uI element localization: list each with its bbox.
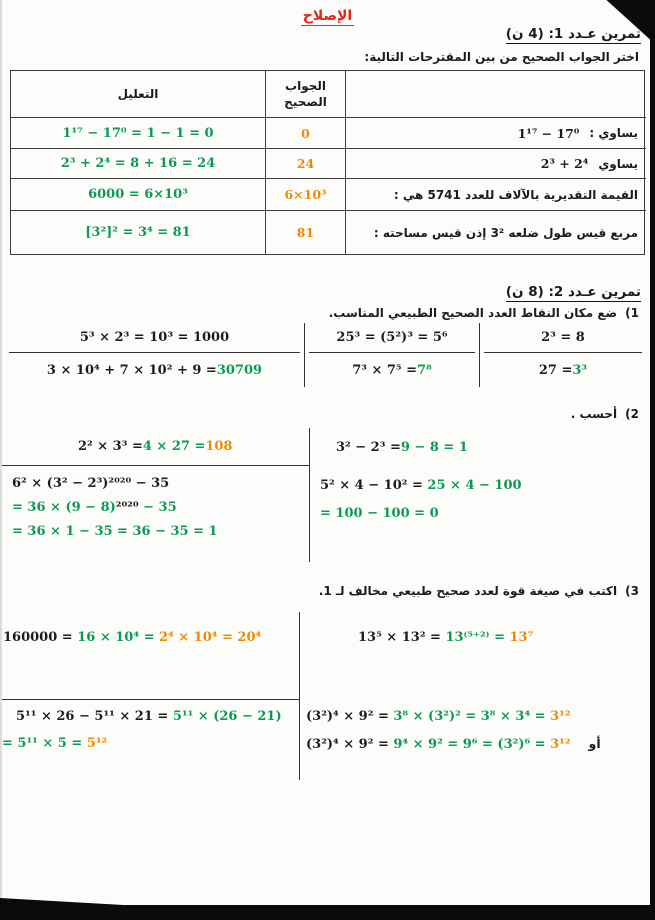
question-cell bbox=[346, 118, 646, 149]
exercise1-heading bbox=[506, 26, 641, 44]
exercise1-heading-text: تمرين عـدد 1: (4 ن) bbox=[505, 26, 641, 42]
math-line: 25³ = (5²)³ = 5⁶ bbox=[309, 323, 475, 353]
math-segments: (3²)⁴ × 9² = 9⁴ × 9² = 9⁶ = (3²)⁶ = 3¹² bbox=[306, 737, 571, 752]
math-line: 7³ × 7⁵ = 7⁸ bbox=[352, 362, 432, 378]
question-cell bbox=[346, 211, 646, 254]
part3-block-left bbox=[0, 700, 300, 780]
math-line: 3 × 10⁴ + 7 × 10² + 9 = 30709 bbox=[46, 362, 263, 378]
math-line: 2² × 3³ = 4 × 27 = 108 bbox=[0, 428, 310, 466]
math-line: 5³ × 2³ = 10³ = 1000 bbox=[9, 323, 300, 353]
math-line: = 100 − 100 = 0 bbox=[320, 506, 439, 521]
part3-row1 bbox=[0, 612, 655, 700]
math-line: 13⁵ × 13² = 13⁽⁵⁺²⁾ = 13⁷ bbox=[358, 630, 534, 645]
part3-block bbox=[0, 700, 655, 780]
answer-cell: 81 bbox=[266, 211, 346, 254]
justification-cell: 1¹⁷ − 17⁰ = 1 − 1 = 0 bbox=[11, 118, 266, 149]
exercise2-item2 bbox=[571, 407, 639, 421]
part2-block-right bbox=[310, 466, 655, 562]
column-header-justification: التعليل bbox=[11, 71, 266, 118]
part2-block bbox=[0, 466, 655, 562]
item-number: (2 bbox=[625, 407, 639, 421]
math-line: 6² × (3² − 2³)²⁰²⁰ − 35 bbox=[12, 476, 170, 491]
exercise2-item1 bbox=[329, 306, 639, 320]
part1-column-middle bbox=[305, 323, 480, 387]
item-number: (1 bbox=[625, 306, 639, 320]
math-line: = 36 × (9 − 8)²⁰²⁰ − 35 bbox=[12, 500, 177, 515]
question-label: يساوي : bbox=[589, 126, 638, 140]
question-text: مربع قيس طول ضلعه 3² إذن قيس مساحته : bbox=[373, 225, 638, 240]
question-math: 2³ + 2⁴ bbox=[540, 156, 589, 171]
math-line: 3² − 2³ = 9 − 8 = 1 bbox=[336, 439, 468, 455]
math-line: 27 = 3³ bbox=[538, 362, 588, 378]
part1-grid bbox=[5, 323, 650, 387]
question-text: القيمة التقديرية بالآلاف للعدد 5741 هي : bbox=[393, 187, 638, 202]
exercise2-item3 bbox=[319, 584, 639, 598]
exercise1-instruction: اختر الجواب الصحيح من بين المقترحات التالية: bbox=[364, 50, 639, 64]
or-label: أو bbox=[588, 736, 601, 751]
column-header-answer: الجواب الصحيح bbox=[266, 71, 346, 118]
justification-cell: [3²]² = 3⁴ = 81 bbox=[11, 211, 266, 254]
answer-cell: 6×10³ bbox=[266, 179, 346, 211]
question-cell bbox=[346, 179, 646, 211]
photo-edge-right bbox=[650, 0, 655, 920]
question-math: 1¹⁷ − 17⁰ bbox=[517, 125, 580, 141]
part2-row1 bbox=[0, 428, 655, 466]
justification-cell: 6000 = 6×10³ bbox=[11, 179, 266, 211]
item-text: ضع مكان النقاط العدد الصحيح الطبيعي المناسب. bbox=[328, 306, 618, 320]
part1-column-right bbox=[480, 323, 646, 387]
item-text: أحسب . bbox=[570, 407, 618, 421]
title-container bbox=[0, 5, 655, 26]
answer-cell: 0 bbox=[266, 118, 346, 149]
item-text: اكتب في صيغة قوة لعدد صحيح طبيعي مخالف لـ 1. bbox=[318, 584, 618, 598]
photo-edge-bottom bbox=[0, 905, 655, 920]
math-line: 160000 = 16 × 10⁴ = 2⁴ × 10⁴ = 20⁴ bbox=[0, 612, 300, 700]
math-line: = 36 × 1 − 35 = 36 − 35 = 1 bbox=[12, 524, 218, 539]
math-line: 5¹¹ × 26 − 5¹¹ × 21 = 5¹¹ × (26 − 21) bbox=[16, 709, 282, 724]
photo-edge-left bbox=[0, 0, 2, 920]
answer-cell: 24 bbox=[266, 149, 346, 179]
part3-block-right bbox=[300, 700, 655, 780]
justification-cell: 2³ + 2⁴ = 8 + 16 = 24 bbox=[11, 149, 266, 179]
math-line: = 5¹¹ × 5 = 5¹² bbox=[2, 736, 108, 751]
column-header-question-empty bbox=[346, 71, 646, 118]
math-line: 5² × 4 − 10² = 25 × 4 − 100 bbox=[320, 478, 522, 493]
exercise2-heading bbox=[506, 284, 641, 302]
part2-block-left bbox=[0, 466, 310, 562]
math-line: (3²)⁴ × 9² = 3⁸ × (3²)² = 3⁸ × 3⁴ = 3¹² bbox=[306, 709, 571, 724]
question-cell bbox=[346, 149, 646, 179]
math-line: 2³ = 8 bbox=[484, 323, 642, 353]
math-line bbox=[300, 736, 655, 752]
page-title: الإصلاح bbox=[302, 8, 353, 24]
item-number: (3 bbox=[625, 584, 639, 598]
part1-column-left bbox=[5, 323, 305, 387]
question-label: يساوي bbox=[598, 156, 638, 171]
exercise2-heading-text: تمرين عـدد 2: (8 ن) bbox=[505, 284, 641, 300]
answers-table bbox=[10, 70, 645, 255]
